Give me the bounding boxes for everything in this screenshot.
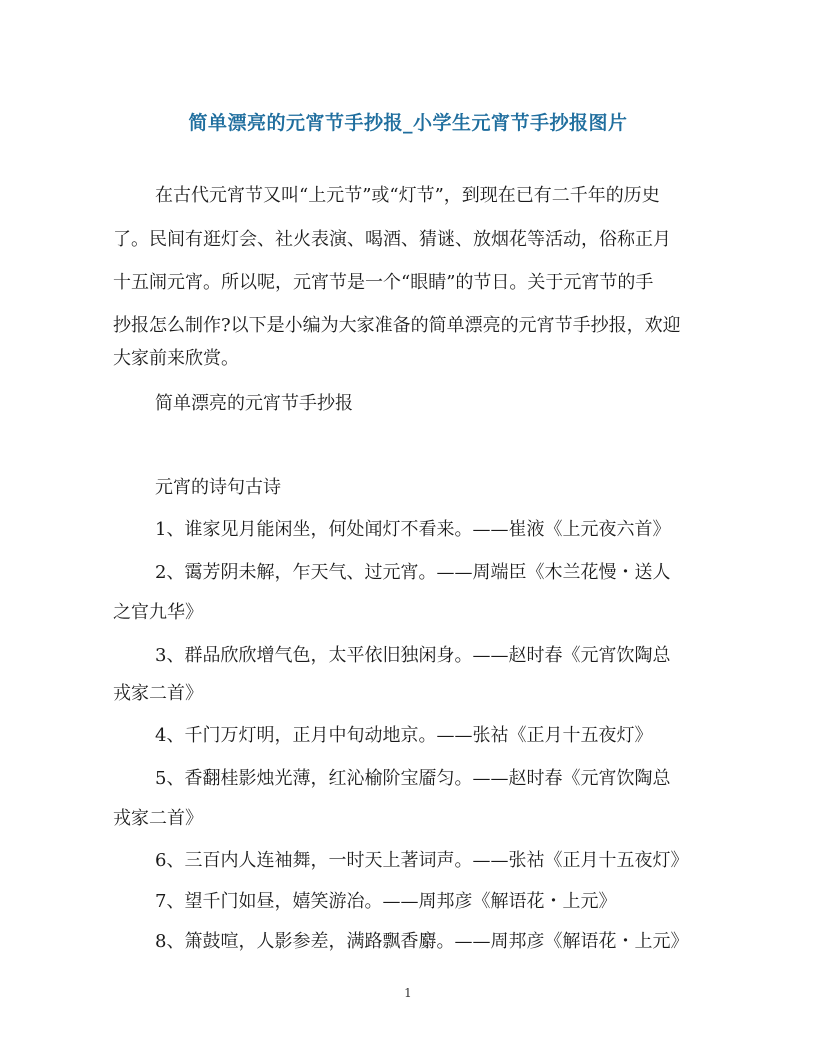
poem-line-8: 8、箫鼓喧，人影参差，满路飘香麝。——周邦彦《解语花・上元》 (155, 931, 689, 952)
poem-line-5-cont: 戎家二首》 (113, 808, 203, 829)
poem-line-3: 3、群品欣欣增气色，太平依旧独闲身。——赵时春《元宵饮陶总 (155, 645, 671, 666)
poem-line-6: 6、三百内人连袖舞，一时天上著词声。——张祜《正月十五夜灯》 (155, 850, 689, 871)
poem-line-1: 1、谁家见月能闲坐，何处闻灯不看来。——崔液《上元夜六首》 (155, 519, 671, 540)
intro-line-3: 十五闹元宵。所以呢，元宵节是一个“眼睛”的节日。关于元宵节的手 (113, 272, 654, 293)
poem-line-4: 4、千门万灯明，正月中旬动地京。——张祜《正月十五夜灯》 (155, 725, 653, 746)
poem-line-2: 2、霭芳阴未解，乍天气、过元宵。——周端臣《木兰花慢・送人 (155, 562, 671, 583)
poem-line-3-cont: 戎家二首》 (113, 683, 203, 704)
intro-line-1: 在古代元宵节又叫“上元节”或“灯节”，到现在已有二千年的历史 (155, 185, 660, 206)
poem-line-5: 5、香翻桂影烛光薄，红沁榆阶宝靥匀。——赵时春《元宵饮陶总 (155, 768, 671, 789)
poem-line-7: 7、望千门如昼，嬉笑游冶。——周邦彦《解语花・上元》 (155, 891, 617, 912)
poem-heading: 元宵的诗句古诗 (155, 477, 281, 498)
intro-line-2: 了。民间有逛灯会、社火表演、喝酒、猜谜、放烟花等活动，俗称正月 (113, 229, 671, 250)
page-title: 简单漂亮的元宵节手抄报_小学生元宵节手抄报图片 (188, 112, 628, 134)
poem-line-2-cont: 之官九华》 (113, 602, 203, 623)
intro-line-4: 抄报怎么制作?以下是小编为大家准备的简单漂亮的元宵节手抄报，欢迎 (113, 315, 681, 336)
subheading: 简单漂亮的元宵节手抄报 (155, 393, 353, 414)
page-number: 1 (404, 986, 412, 1000)
intro-line-5: 大家前来欣赏。 (113, 348, 239, 369)
